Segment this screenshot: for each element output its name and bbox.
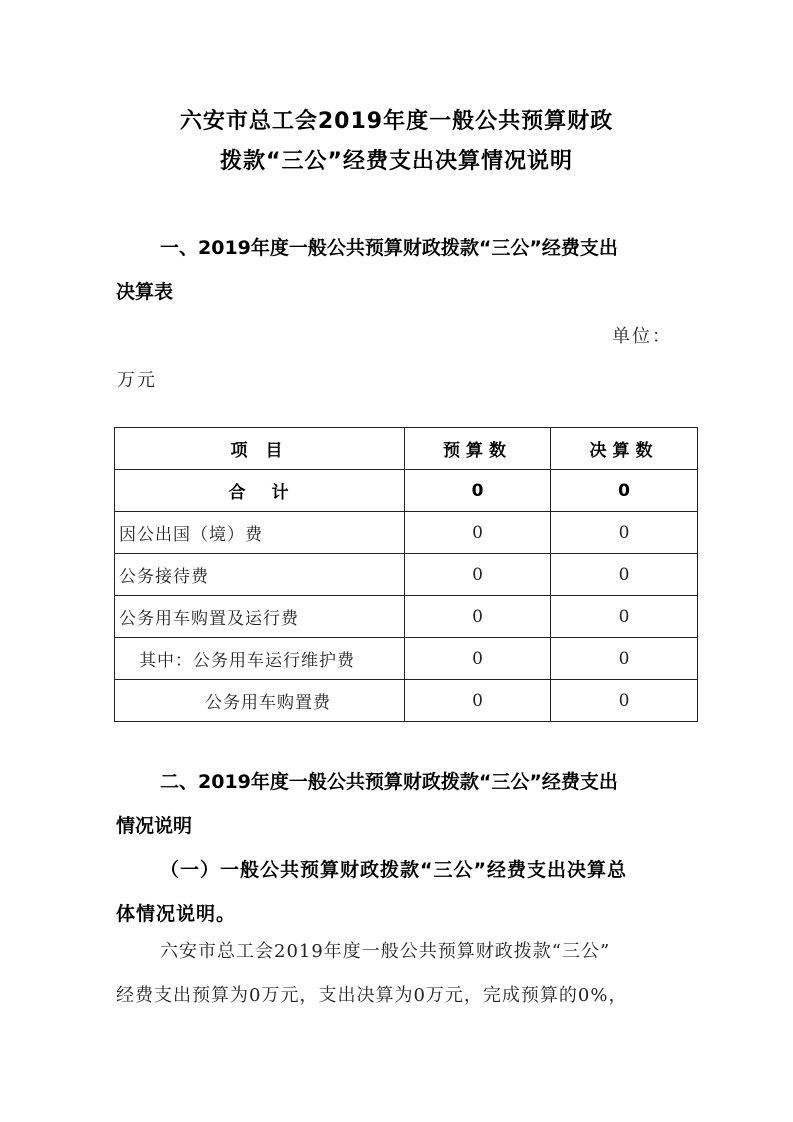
row-budget: 0 xyxy=(405,512,551,554)
row-budget: 0 xyxy=(405,596,551,638)
document-title-line-2: 拨款“三公”经费支出决算情况说明 xyxy=(220,149,573,174)
header-item: 项 目 xyxy=(115,428,405,470)
row-final: 0 xyxy=(551,596,698,638)
unit-value: 万元 xyxy=(117,370,157,391)
row-budget: 0 xyxy=(405,680,551,722)
document-title-line-1: 六安市总工会2019年度一般公共预算财政 xyxy=(179,109,614,134)
subsection-1-heading-line-2: 体情况说明。 xyxy=(116,903,237,925)
total-label: 合计 xyxy=(115,470,405,512)
row-label: 公务接待费 xyxy=(115,554,405,596)
section-1-heading-line-1: 一、2019年度一般公共预算财政拨款“三公”经费支出 xyxy=(160,237,618,259)
table-row xyxy=(115,638,698,680)
three-public-expenses-table xyxy=(114,427,698,722)
row-final: 0 xyxy=(551,680,698,722)
row-label: 因公出国（境）费 xyxy=(115,512,405,554)
row-final: 0 xyxy=(551,554,698,596)
header-final: 决算数 xyxy=(551,428,698,470)
section-1-heading-line-2: 决算表 xyxy=(116,281,174,303)
row-budget: 0 xyxy=(405,638,551,680)
table-row xyxy=(115,680,698,722)
row-final: 0 xyxy=(551,512,698,554)
row-label: 其中：公务用车运行维护费 xyxy=(115,638,405,680)
body-paragraph-line-1: 六安市总工会2019年度一般公共预算财政拨款“三公” xyxy=(160,941,611,962)
table-row xyxy=(115,596,698,638)
body-paragraph-line-2: 经费支出预算为0万元，支出决算为0万元，完成预算的0%， xyxy=(116,985,628,1006)
row-label: 公务用车购置及运行费 xyxy=(115,596,405,638)
unit-label: 单位： xyxy=(612,326,672,347)
total-final: 0 xyxy=(551,470,698,512)
header-budget: 预算数 xyxy=(405,428,551,470)
subsection-1-heading-line-1: （一）一般公共预算财政拨款“三公”经费支出决算总 xyxy=(160,859,627,881)
total-budget: 0 xyxy=(405,470,551,512)
table-header-row xyxy=(115,428,698,470)
row-label: 公务用车购置费 xyxy=(115,680,405,722)
section-2-heading-line-2: 情况说明 xyxy=(116,815,193,837)
table-row xyxy=(115,512,698,554)
row-final: 0 xyxy=(551,638,698,680)
row-budget: 0 xyxy=(405,554,551,596)
table-row-total xyxy=(115,470,698,512)
section-2-heading-line-1: 二、2019年度一般公共预算财政拨款“三公”经费支出 xyxy=(160,771,618,793)
table-row xyxy=(115,554,698,596)
